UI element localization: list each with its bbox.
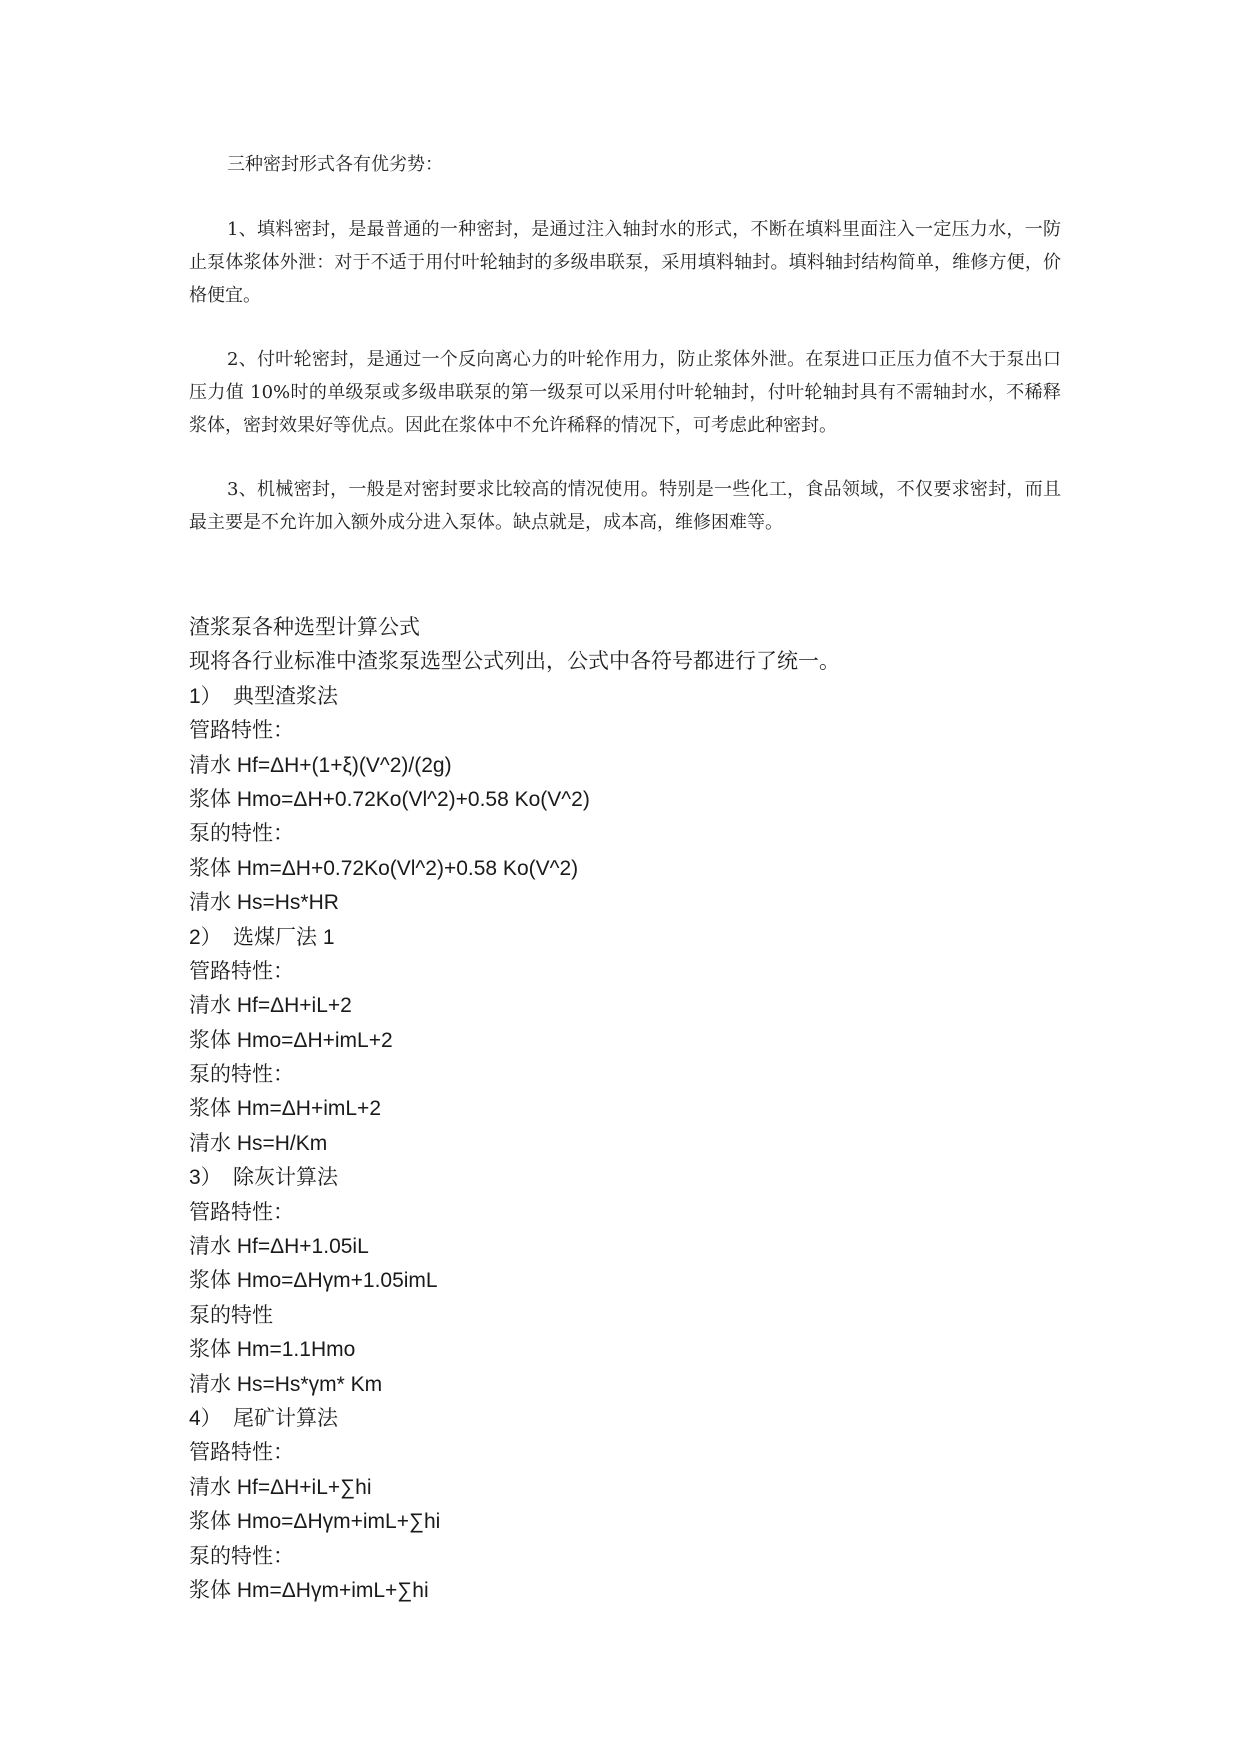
pipe-label: 管路特性： (189, 959, 294, 983)
formula-line: 浆体 Hm=1.1Hmo (189, 1338, 356, 1362)
formula-line: 浆体 Hmo=ΔHγm+imL+∑hi (189, 1510, 441, 1534)
seal-item-mechanical: 3、机械密封，一般是对密封要求比较高的情况使用。特别是一些化工，食品领域，不仅要求密封，而且最主要是不允许加入额外成分进入泵体。缺点就是，成本高，维修困难等。 (189, 479, 1061, 533)
pipe-label: 管路特性： (189, 719, 294, 743)
formula-intro: 现将各行业标准中渣浆泵选型公式列出，公式中各符号都进行了统一。 (189, 650, 840, 674)
method-heading (189, 680, 1069, 714)
formula-line: 浆体 Hm=ΔHγm+imL+∑hi (189, 1578, 429, 1602)
method-heading (189, 1402, 1069, 1436)
seal-intro: 三种密封形式各有优劣势： (227, 154, 443, 175)
formula-line: 浆体 Hm=ΔH+0.72Ko(Vl^2)+0.58 Ko(V^2) (189, 856, 579, 880)
method-number: 4） (189, 1406, 222, 1430)
formula-line: 清水 Hs=H/Km (189, 1131, 328, 1155)
formula-section (189, 611, 1069, 1608)
formula-title: 渣浆泵各种选型计算公式 (189, 616, 420, 639)
formula-line: 浆体 Hmo=ΔH+0.72Ko(Vl^2)+0.58 Ko(V^2) (189, 787, 590, 811)
pump-label: 泵的特性： (189, 1063, 294, 1087)
method-number: 2） (189, 925, 222, 949)
formula-line: 浆体 Hm=ΔH+imL+2 (189, 1097, 381, 1121)
method-name: 典型渣浆法 (233, 684, 338, 708)
formula-line: 清水 Hf=ΔH+1.05iL (189, 1235, 369, 1259)
pipe-label: 管路特性： (189, 1441, 294, 1465)
method-name: 尾矿计算法 (233, 1406, 338, 1430)
pipe-label: 管路特性： (189, 1200, 294, 1224)
method-heading (189, 1161, 1069, 1195)
method-number: 3） (189, 1166, 222, 1190)
method-name: 选煤厂法 1 (233, 925, 335, 949)
formula-line: 清水 Hf=ΔH+iL+2 (189, 994, 352, 1018)
formula-line: 清水 Hf=ΔH+(1+ξ)(V^2)/(2g) (189, 753, 452, 777)
pump-label: 泵的特性： (189, 822, 294, 846)
pump-label: 泵的特性 (189, 1303, 273, 1327)
seal-types-section (189, 148, 1061, 539)
formula-line: 清水 Hs=Hs*γm* Km (189, 1372, 383, 1396)
pump-label: 泵的特性： (189, 1544, 294, 1568)
formula-line: 浆体 Hmo=ΔHγm+1.05imL (189, 1269, 438, 1293)
formula-line: 清水 Hs=Hs*HR (189, 891, 339, 915)
seal-item-expeller: 2、付叶轮密封，是通过一个反向离心力的叶轮作用力，防止浆体外泄。在泵进口正压力值不大于泵出口压力值 10%时的单级泵或多级串联泵的第一级泵可以采用付叶轮轴封，付叶轮轴封具有不需轴封水，不稀释浆体，密封效果好等优点。因此在浆体中不允许稀释的情况下，可考虑此种密封。 (189, 349, 1061, 436)
method-name: 除灰计算法 (233, 1166, 338, 1190)
method-heading (189, 921, 1069, 955)
seal-item-packing: 1、填料密封，是最普通的一种密封，是通过注入轴封水的形式，不断在填料里面注入一定压力水，一防止泵体浆体外泄：对于不适于用付叶轮轴封的多级串联泵，采用填料轴封。填料轴封结构简单，维修方便，价格便宜。 (189, 219, 1061, 306)
method-number: 1） (189, 684, 222, 708)
formula-line: 浆体 Hmo=ΔH+imL+2 (189, 1028, 393, 1052)
formula-line: 清水 Hf=ΔH+iL+∑hi (189, 1475, 372, 1499)
